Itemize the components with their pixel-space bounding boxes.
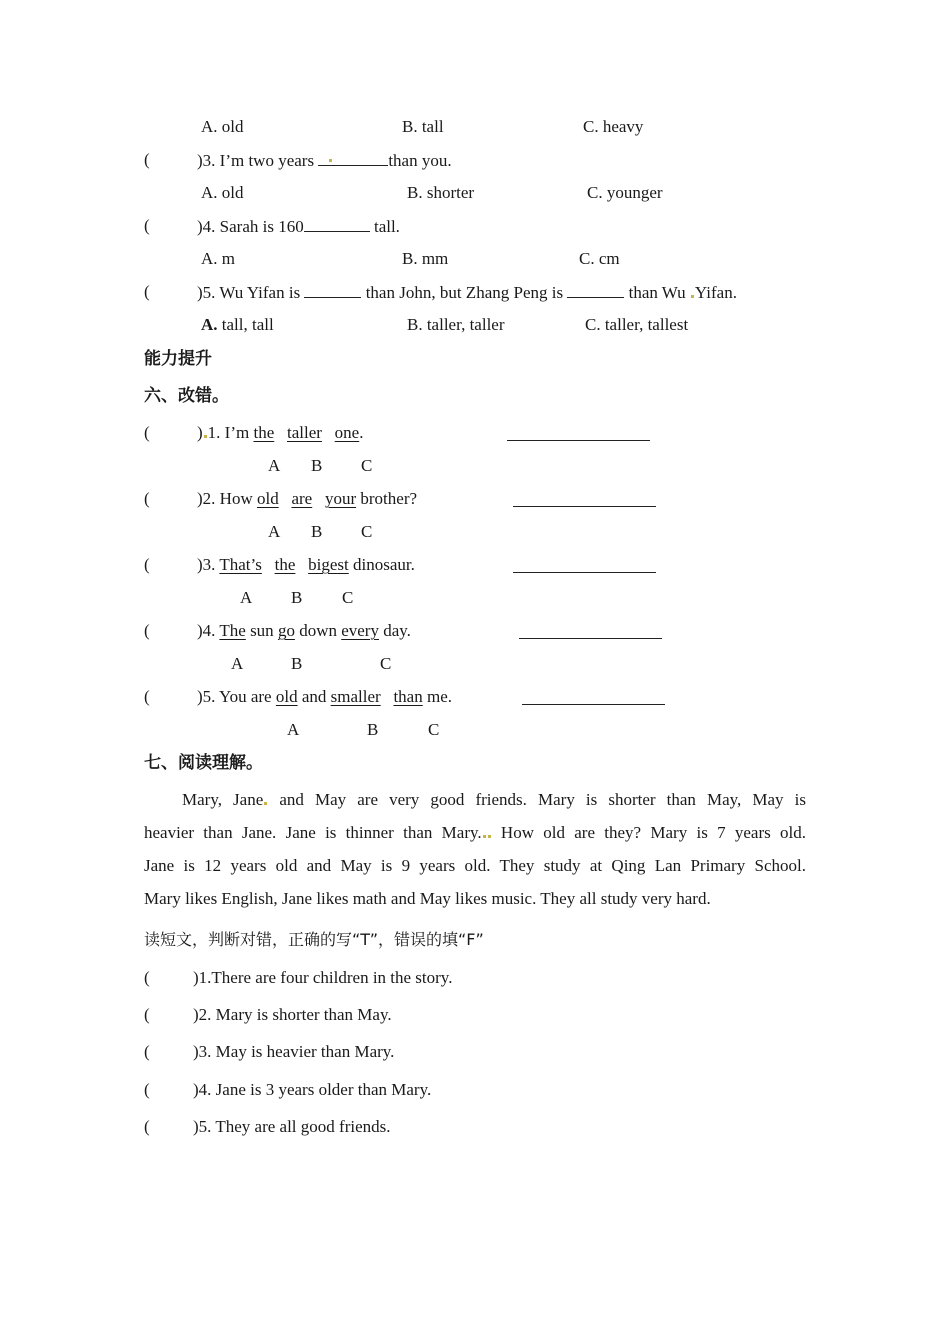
option-c: C. heavy bbox=[583, 117, 644, 136]
answer-paren[interactable]: ( bbox=[144, 687, 150, 706]
option-word-a: The bbox=[219, 621, 246, 640]
option-a bbox=[201, 315, 274, 335]
error-item-2 bbox=[197, 489, 417, 509]
question-text: )4. Sarah is 160 bbox=[197, 217, 304, 236]
tf-question-2: )2. Mary is shorter than May. bbox=[193, 1005, 392, 1024]
option-c: C. younger bbox=[587, 183, 663, 202]
passage-line: Mary likes English, Jane likes math and May likes music. They all study very hard. bbox=[144, 889, 711, 908]
label-b: B bbox=[311, 522, 323, 541]
option-c: C. cm bbox=[579, 249, 620, 268]
option-word-a: old bbox=[275, 687, 298, 706]
question-4 bbox=[197, 216, 400, 237]
option-c: C. taller, tallest bbox=[585, 315, 689, 334]
correction-blank[interactable] bbox=[519, 622, 662, 639]
item-end: me. bbox=[426, 687, 452, 706]
mark-dot bbox=[483, 835, 486, 838]
item-text-mid: and bbox=[301, 687, 327, 706]
item-text: )5. You are bbox=[197, 687, 272, 706]
error-item-1 bbox=[197, 423, 363, 443]
label-c: C bbox=[342, 588, 354, 607]
label-b: B bbox=[367, 720, 379, 739]
option-b: B. tall bbox=[402, 117, 444, 136]
option-word-c: every bbox=[341, 621, 379, 640]
label-a: A bbox=[287, 720, 300, 739]
error-item-5 bbox=[197, 687, 452, 707]
correction-blank[interactable] bbox=[513, 490, 656, 507]
passage-text: How old are they? Mary is 7 years old. bbox=[500, 823, 806, 842]
answer-paren[interactable]: ( bbox=[144, 621, 150, 640]
item-text: 1. I’m bbox=[207, 423, 250, 442]
question-text-after: tall. bbox=[373, 217, 400, 236]
option-word-a: old bbox=[256, 489, 279, 508]
section-heading-7: 七、阅读理解。 bbox=[144, 753, 263, 773]
item-end: dinosaur. bbox=[353, 555, 415, 574]
label-b: B bbox=[311, 456, 323, 475]
reading-passage bbox=[144, 783, 806, 915]
passage-text: heavier than Jane. Jane is thinner than Mary. bbox=[144, 823, 482, 842]
mark-dot bbox=[264, 802, 267, 805]
option-word-b: go bbox=[277, 621, 295, 640]
tf-question-5: )5. They are all good friends. bbox=[193, 1117, 391, 1136]
tf-question-4: )4. Jane is 3 years older than Mary. bbox=[193, 1080, 432, 1099]
question-3 bbox=[197, 150, 452, 171]
passage-line: Jane is 12 years old and May is 9 years old. They study at Qing Lan Primary School. bbox=[144, 856, 806, 875]
label-c: C bbox=[428, 720, 440, 739]
question-text-after2: Yifan. bbox=[694, 283, 737, 302]
label-a: A bbox=[231, 654, 244, 673]
option-word-b: the bbox=[274, 555, 296, 574]
label-a: A bbox=[268, 456, 281, 475]
item-text: )3. bbox=[197, 555, 216, 574]
label-a: A bbox=[268, 522, 281, 541]
answer-paren[interactable]: ( bbox=[144, 1042, 150, 1061]
question-text: )3. I’m two years bbox=[197, 151, 315, 170]
answer-paren[interactable]: ( bbox=[144, 150, 150, 169]
question-text: )5. Wu Yifan is bbox=[197, 283, 301, 302]
question-5 bbox=[197, 282, 737, 303]
fill-blank[interactable] bbox=[567, 282, 624, 298]
option-b: B. shorter bbox=[407, 183, 475, 202]
error-item-4 bbox=[197, 621, 411, 641]
item-text: )4. bbox=[197, 621, 216, 640]
correction-blank[interactable] bbox=[522, 688, 665, 705]
item-end: brother? bbox=[360, 489, 418, 508]
option-word-b: smaller bbox=[330, 687, 381, 706]
item-text-mid: down bbox=[299, 621, 337, 640]
section-heading-ability: 能力提升 bbox=[144, 349, 212, 369]
option-b: B. mm bbox=[402, 249, 449, 268]
item-end: day. bbox=[383, 621, 411, 640]
option-b: B. taller, taller bbox=[407, 315, 505, 334]
section-heading-6: 六、改错。 bbox=[144, 386, 229, 406]
answer-paren[interactable]: ( bbox=[144, 968, 150, 987]
option-a: A. m bbox=[201, 249, 235, 268]
option-word-b: are bbox=[291, 489, 313, 508]
passage-text: and May are very good friends. Mary is shorter than May, May is bbox=[279, 790, 806, 809]
passage-text: Mary, Jane bbox=[182, 790, 264, 809]
option-a: A. old bbox=[201, 117, 244, 136]
item-end: . bbox=[359, 423, 364, 442]
answer-paren[interactable]: ( bbox=[144, 489, 150, 508]
option-word-c: bigest bbox=[308, 555, 349, 574]
option-word-a: the bbox=[253, 423, 275, 442]
mark-dot bbox=[691, 295, 694, 298]
question-text-after: than Wu bbox=[628, 283, 686, 302]
option-a: A. old bbox=[201, 183, 244, 202]
label-c: C bbox=[361, 456, 373, 475]
answer-paren[interactable]: ( bbox=[144, 555, 150, 574]
label-b: B bbox=[291, 654, 303, 673]
answer-paren[interactable]: ( bbox=[144, 282, 150, 301]
mark-dot bbox=[488, 835, 491, 838]
mark-dot bbox=[204, 435, 207, 438]
option-word-c: than bbox=[393, 687, 423, 706]
answer-paren[interactable]: ( bbox=[144, 1117, 150, 1136]
answer-paren[interactable]: ( bbox=[144, 1080, 150, 1099]
question-text-mid: than John, but Zhang Peng is bbox=[365, 283, 564, 302]
option-word-b: taller bbox=[287, 423, 322, 442]
passage-line bbox=[144, 816, 806, 849]
tf-question-3: )3. May is heavier than Mary. bbox=[193, 1042, 395, 1061]
item-number: ) bbox=[197, 423, 203, 442]
fill-blank[interactable] bbox=[304, 216, 370, 232]
option-word-a: That’s bbox=[219, 555, 262, 574]
fill-blank[interactable] bbox=[304, 282, 361, 298]
passage-line bbox=[144, 783, 806, 816]
option-word-c: one bbox=[334, 423, 360, 442]
instruction-text: 读短文，判断对错，正确的写“T”，错误的填“F” bbox=[144, 930, 484, 949]
item-text: )2. How bbox=[197, 489, 253, 508]
correction-blank[interactable] bbox=[513, 556, 656, 573]
label-b: B bbox=[291, 588, 303, 607]
tf-question-1: )1.There are four children in the story. bbox=[193, 968, 453, 987]
label-a: A bbox=[240, 588, 253, 607]
option-a-text: tall, tall bbox=[221, 315, 274, 334]
option-a-letter: A. bbox=[201, 315, 218, 334]
label-c: C bbox=[380, 654, 392, 673]
label-c: C bbox=[361, 522, 373, 541]
fill-blank[interactable] bbox=[318, 150, 388, 166]
question-text-after: than you. bbox=[388, 151, 452, 170]
option-word-c: your bbox=[324, 489, 357, 508]
answer-paren[interactable]: ( bbox=[144, 216, 150, 235]
answer-paren[interactable]: ( bbox=[144, 423, 150, 442]
mark-dot bbox=[329, 159, 332, 162]
correction-blank[interactable] bbox=[507, 424, 650, 441]
error-item-3 bbox=[197, 555, 415, 575]
item-text-mid: sun bbox=[250, 621, 274, 640]
answer-paren[interactable]: ( bbox=[144, 1005, 150, 1024]
